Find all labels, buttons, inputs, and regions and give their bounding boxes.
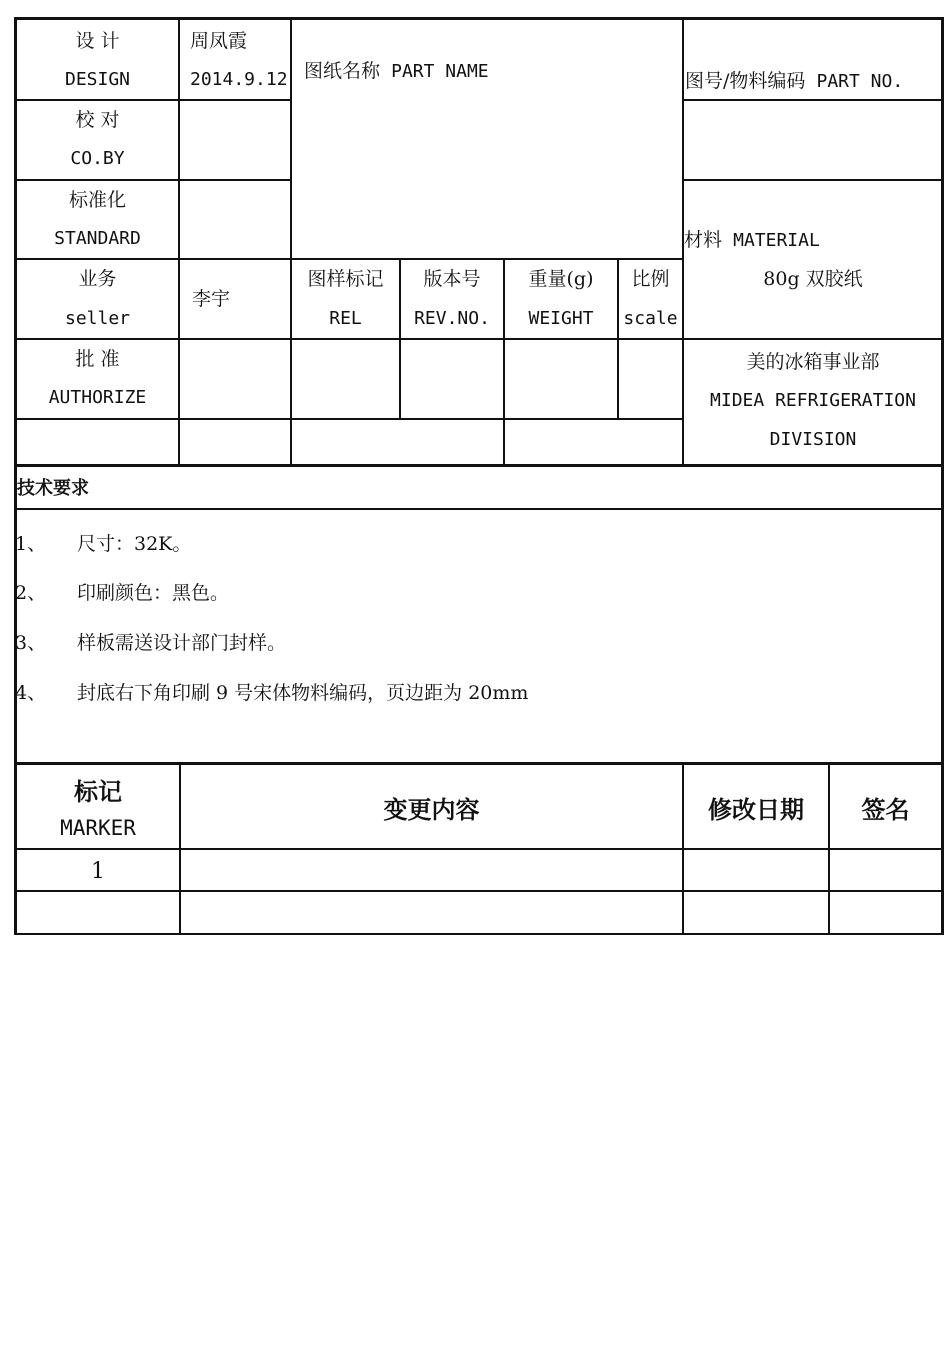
marker-header-en: MARKER <box>60 816 136 840</box>
material-label <box>684 230 820 251</box>
authorize-label-cn: 批 准 <box>75 348 120 370</box>
grid-line <box>14 418 682 420</box>
tech-item-num: 3、 <box>15 632 47 654</box>
material-cn: 材料 <box>684 229 723 251</box>
division-en-line2: DIVISION <box>769 429 857 450</box>
tech-item-text: 印刷颜色：黑色。 <box>77 582 230 604</box>
design-label-cn: 设 计 <box>75 30 120 52</box>
check-label-cn: 校 对 <box>75 109 120 131</box>
grid-line <box>179 764 181 935</box>
sign-header: 签名 <box>861 796 910 824</box>
grid-line <box>14 464 944 467</box>
border-top <box>14 17 944 20</box>
grid-line <box>14 508 944 510</box>
part-no-cn: 图号/物料编码 <box>685 70 806 92</box>
grid-line <box>14 338 944 340</box>
tech-item-text: 封底右下角印刷 9 号宋体物料编码，页边距为 20mm <box>77 682 529 704</box>
table-row-marker: 1 <box>91 859 105 884</box>
grid-line <box>503 258 505 465</box>
part-name-cn: 图纸名称 <box>304 60 381 82</box>
grid-line <box>682 179 944 181</box>
grid-line <box>14 99 290 101</box>
part-name-en: PART NAME <box>391 61 489 82</box>
check-label-en: CO.BY <box>70 148 125 169</box>
grid-line <box>290 17 292 465</box>
grid-line <box>14 258 682 260</box>
standard-label-cn: 标准化 <box>68 189 126 211</box>
part-name-label <box>304 61 489 82</box>
material-en: MATERIAL <box>733 230 820 251</box>
tech-item-text: 样板需送设计部门封样。 <box>77 632 287 654</box>
tech-item-num: 2、 <box>15 582 47 604</box>
grid-line <box>682 764 684 935</box>
scale-label-en: scale <box>623 308 678 329</box>
tech-item-num: 4、 <box>15 682 47 704</box>
rel-label-cn: 图样标记 <box>307 268 384 290</box>
seller-name: 李宇 <box>192 288 231 310</box>
tech-item-num: 1、 <box>15 533 47 555</box>
grid-line <box>14 933 944 935</box>
grid-line <box>14 179 290 181</box>
date-header: 修改日期 <box>708 796 804 824</box>
design-label-en: DESIGN <box>64 69 131 90</box>
tech-heading: 技术要求 <box>17 478 89 499</box>
weight-label-en: WEIGHT <box>528 308 594 329</box>
weight-label-cn: 重量(g) <box>528 268 594 290</box>
rev-label-en: REV.NO. <box>414 308 490 329</box>
authorize-label-en: AUTHORIZE <box>48 387 147 408</box>
standard-label-en: STANDARD <box>54 228 141 249</box>
part-no-label <box>685 71 903 92</box>
seller-label-en: seller <box>64 308 131 329</box>
grid-line <box>14 890 944 892</box>
design-date: 2014.9.12 <box>190 69 288 90</box>
division-cn: 美的冰箱事业部 <box>746 351 880 373</box>
rel-label-en: REL <box>329 308 362 329</box>
material-value: 80g 双胶纸 <box>763 268 863 290</box>
seller-label-cn: 业务 <box>78 268 117 290</box>
designer-name: 周凤霞 <box>190 30 248 52</box>
grid-line <box>14 762 944 765</box>
grid-line <box>682 99 944 101</box>
grid-line <box>828 764 830 935</box>
border-right <box>941 17 944 935</box>
content-header: 变更内容 <box>383 796 480 824</box>
marker-header-cn: 标记 <box>74 778 122 806</box>
tech-item-text: 尺寸：32K。 <box>77 533 192 555</box>
division-en-line1: MIDEA REFRIGERATION <box>710 390 916 411</box>
part-no-en: PART NO. <box>816 71 904 92</box>
rev-label-cn: 版本号 <box>423 268 481 290</box>
scale-label-cn: 比例 <box>631 268 670 290</box>
grid-line <box>178 17 180 465</box>
grid-line <box>14 848 944 850</box>
